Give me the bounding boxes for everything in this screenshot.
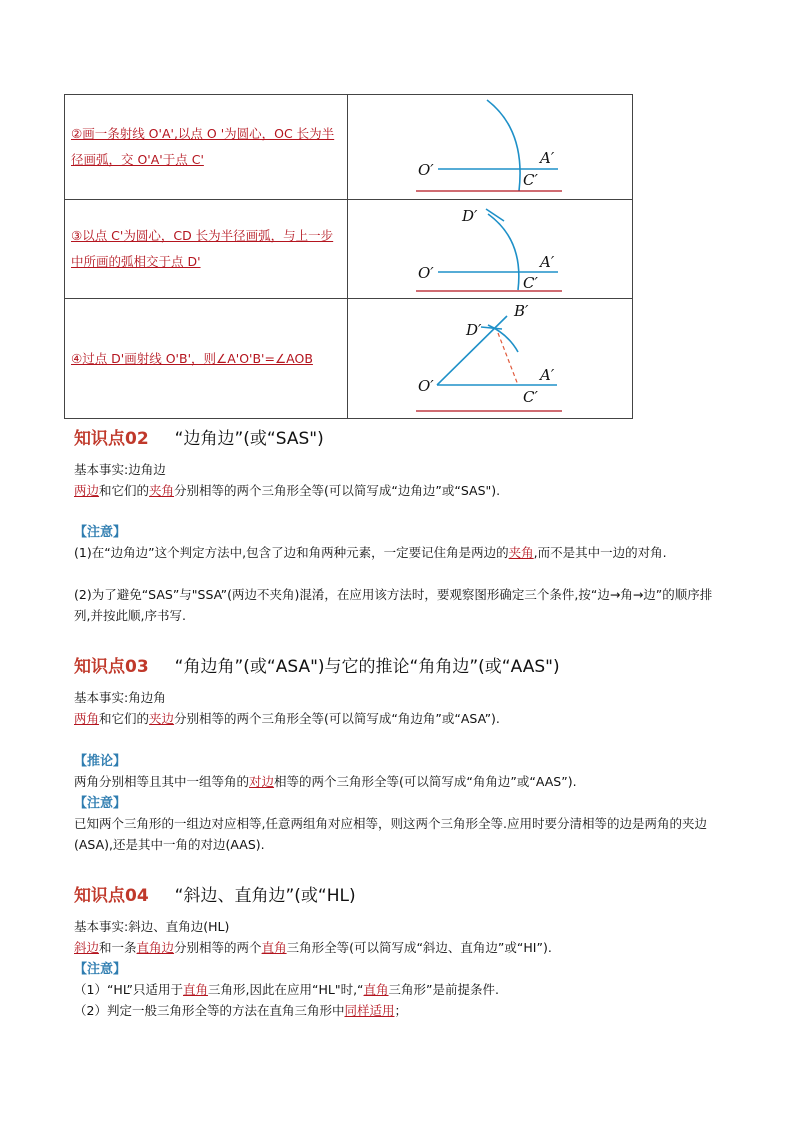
highlight: 两边	[74, 483, 100, 498]
arc	[488, 325, 518, 352]
text: 和一条	[99, 940, 137, 955]
step-text: ④过点 D'画射线 O'B'，则∠A'O'B'=∠AOB	[65, 299, 348, 419]
text: （1）“HL”只适用于	[74, 982, 183, 997]
highlight: 直角	[183, 982, 209, 997]
text: 和它们的	[99, 483, 150, 498]
highlight: 两角	[74, 711, 100, 726]
definition	[74, 480, 726, 501]
section-name: “边角边”(或“SAS")	[174, 429, 324, 449]
highlight: 直角	[363, 982, 389, 997]
text: 分别相等的两个	[174, 940, 262, 955]
label-c: C′	[523, 274, 538, 292]
text: ,而不是其中一边的对角.	[533, 545, 667, 560]
definition	[74, 937, 726, 958]
step-figure	[348, 95, 633, 200]
note-label: 【注意】	[74, 796, 127, 811]
arc	[488, 214, 519, 290]
basic-fact: 基本事实:角边角	[74, 690, 166, 705]
note-tag	[74, 958, 726, 980]
text: 两角分别相等且其中一组等角的	[74, 774, 250, 789]
step-figure	[348, 299, 633, 419]
arc-cross	[481, 327, 502, 329]
inference-label: 【推论】	[74, 754, 127, 769]
note-label: 【注意】	[74, 525, 127, 540]
text: 三角形”是前提条件.	[388, 982, 499, 997]
text: 和它们的	[99, 711, 150, 726]
note-item: 已知两个三角形的一组边对应相等,任意两组角对应相等，则这两个三角形全等.应用时要分清相等的边是两角的夹边(ASA),还是其中一角的对边(AAS).	[74, 816, 707, 852]
text: 三角形,因此在应用“HL"时,“	[208, 982, 364, 997]
highlight: 斜边	[74, 940, 100, 955]
section-number: 知识点04	[74, 886, 149, 906]
dashed-segment	[498, 333, 518, 385]
label-a: A′	[540, 366, 555, 384]
highlight: 直角	[261, 940, 287, 955]
highlight: 夹角	[149, 483, 175, 498]
arc	[487, 100, 520, 191]
section-number: 知识点02	[74, 429, 149, 449]
note-item	[74, 542, 726, 563]
text: （2）判定一般三角形全等的方法在直角三角形中	[74, 1003, 345, 1018]
section-heading	[74, 885, 356, 907]
label-a: A′	[540, 253, 555, 271]
highlight: 直角边	[136, 940, 175, 955]
text: ；	[394, 1003, 407, 1018]
step-text: ③以点 C'为圆心，CD 长为半径画弧，与上一步中所画的弧相交于点 D'	[65, 200, 348, 299]
label-o: O′	[418, 377, 434, 395]
section-heading	[74, 428, 324, 450]
text: 分别相等的两个三角形全等(可以简写成“角边角”或“ASA”).	[174, 711, 500, 726]
note-item	[74, 1000, 726, 1021]
label-c: C′	[523, 171, 538, 189]
section-heading	[74, 656, 560, 678]
label-d: D′	[466, 321, 482, 339]
label-b: B′	[514, 302, 529, 320]
text: 三角形全等(可以简写成“斜边、直角边”或“HI”).	[286, 940, 552, 955]
note-label: 【注意】	[74, 962, 127, 977]
note-item: (2)为了避免“SAS”与"SSA”(两边不夹角)混淆，在应用该方法时，要观察图形确定三个条件,按“边→角→边”的顺序排列,并按此顺,序书写.	[74, 587, 713, 623]
section-name: “斜边、直角边”(或“HL)	[174, 886, 356, 906]
highlight: 同样适用	[344, 1003, 395, 1018]
note-tag	[74, 792, 726, 814]
inference	[74, 771, 726, 792]
step-row	[65, 299, 633, 419]
highlight: 夹角	[508, 545, 534, 560]
definition	[74, 708, 726, 729]
step-row	[65, 200, 633, 299]
step-text: ②画一条射线 O'A',以点 O '为圆心，OC 长为半径画弧，交 O'A'于点 C'	[65, 95, 348, 200]
label-d: D′	[462, 207, 478, 225]
label-c: C′	[523, 388, 538, 406]
basic-fact: 基本事实:斜边、直角边(HL)	[74, 919, 230, 934]
section-number: 知识点03	[74, 657, 149, 677]
note-tag	[74, 521, 726, 543]
construction-steps-table	[64, 94, 633, 419]
step-figure	[348, 200, 633, 299]
note-item	[74, 979, 726, 1000]
section-name: “角边角”(或“ASA")与它的推论“角角边”(或“AAS")	[174, 657, 560, 677]
highlight: 对边	[249, 774, 275, 789]
basic-fact: 基本事实:边角边	[74, 462, 166, 477]
inference-tag	[74, 750, 726, 772]
text: 分别相等的两个三角形全等(可以简写成“边角边”或“SAS").	[174, 483, 501, 498]
label-o: O′	[418, 264, 434, 282]
highlight: 夹边	[149, 711, 175, 726]
step-row	[65, 95, 633, 200]
label-o: O′	[418, 161, 434, 179]
text: 相等的两个三角形全等(可以简写成“角角边”或“AAS”).	[274, 774, 577, 789]
label-a: A′	[540, 149, 555, 167]
text: (1)在“边角边”这个判定方法中,包含了边和角两种元素，一定要记住角是两边的	[74, 545, 509, 560]
